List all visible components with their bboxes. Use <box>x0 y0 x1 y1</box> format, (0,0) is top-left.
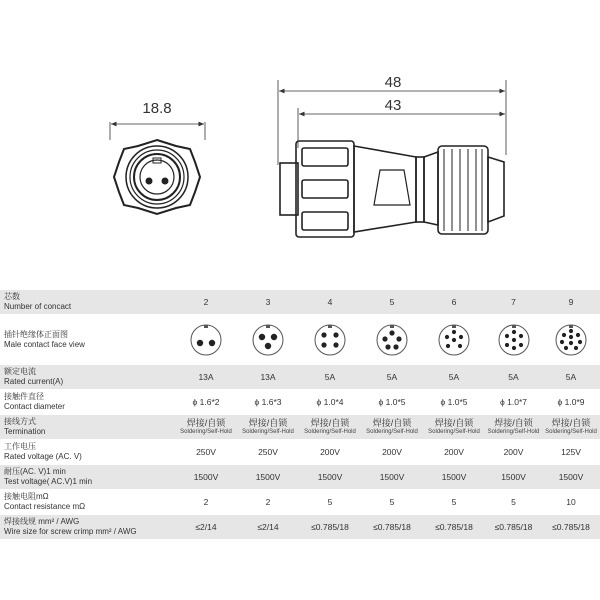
row-label <box>0 390 175 415</box>
spec-cell <box>175 290 237 315</box>
spec-value: 1500V <box>317 472 343 482</box>
row-label <box>0 515 175 540</box>
pin <box>458 343 462 347</box>
spec-cell <box>485 315 542 365</box>
pin <box>511 329 515 333</box>
spec-cell <box>361 390 423 415</box>
spec-cell <box>361 515 423 540</box>
spec-value: ≤2/14 <box>195 522 217 532</box>
spec-value: 5A <box>324 372 336 382</box>
pin <box>259 333 265 339</box>
pin <box>511 345 515 349</box>
row-label-cn: 耐压(AC. V)1 min <box>4 467 66 476</box>
pin <box>452 329 456 333</box>
spec-value: 13A <box>260 372 276 382</box>
spec-cell <box>423 465 485 490</box>
spec-cell <box>542 315 600 365</box>
spec-cell <box>485 465 542 490</box>
row-label-en: Wire size for screw crimp mm² / AWG <box>4 527 137 536</box>
spec-cell <box>485 490 542 515</box>
termination-en: Soldering/Self-Hold <box>428 429 480 435</box>
pin <box>452 337 456 341</box>
pin <box>445 334 449 338</box>
spec-value: 250V <box>196 447 216 457</box>
pin <box>197 339 203 345</box>
face-view-3-pin-icon <box>251 323 285 357</box>
spec-value: 1500V <box>255 472 281 482</box>
pin <box>569 334 573 338</box>
pin <box>393 344 398 349</box>
spec-cell <box>361 465 423 490</box>
spec-cell <box>299 515 361 540</box>
spec-cell <box>542 365 600 390</box>
spec-cell <box>423 390 485 415</box>
spec-cell <box>299 465 361 490</box>
face-view-7-pin-icon <box>497 323 531 357</box>
spec-cell <box>542 490 600 515</box>
spec-cell <box>175 365 237 390</box>
spec-cell <box>423 290 485 315</box>
spec-cell <box>175 465 237 490</box>
spec-value: ≤0.785/18 <box>311 522 349 532</box>
spec-cell <box>237 465 299 490</box>
spec-value: 200V <box>444 447 464 457</box>
spec-row <box>0 365 600 390</box>
pin <box>333 342 338 347</box>
spec-row <box>0 315 600 365</box>
spec-row <box>0 390 600 415</box>
spec-value: 1500V <box>441 472 467 482</box>
spec-value: 1500V <box>193 472 219 482</box>
termination-cn: 焊接/自锁 <box>248 418 288 428</box>
termination-en: Soldering/Self-Hold <box>487 429 540 435</box>
pin <box>396 336 401 341</box>
spec-value: 125V <box>561 447 581 457</box>
spec-value: 5 <box>451 497 457 507</box>
spec-cell <box>299 365 361 390</box>
spec-row <box>0 440 600 465</box>
spec-cell <box>485 365 542 390</box>
termination-cn: 焊接/自锁 <box>186 418 226 428</box>
spec-row <box>0 465 600 490</box>
overall-length-label: 48 <box>384 74 402 91</box>
spec-value: 1500V <box>558 472 584 482</box>
spec-value: 2 <box>203 497 209 507</box>
face-view-6-pin-icon <box>437 323 471 357</box>
termination-en: Soldering/Self-Hold <box>242 429 294 435</box>
spec-value: 6 <box>451 297 457 307</box>
spec-cell <box>237 390 299 415</box>
row-label-cn: 接线方式 <box>4 417 36 426</box>
spec-value: 10 <box>566 497 576 507</box>
row-label <box>0 415 175 440</box>
row-label-en: Contact diameter <box>4 402 65 411</box>
pin <box>574 345 578 349</box>
spec-value: 1500V <box>501 472 526 482</box>
row-label-cn: 接触件直径 <box>4 392 44 401</box>
spec-cell <box>361 440 423 465</box>
spec-value: 200V <box>320 447 340 457</box>
row-label-en: Test voltage( AC.V)1 min <box>4 477 93 486</box>
row-label <box>0 365 175 390</box>
connector-front-view <box>114 140 200 214</box>
row-label-en: Termination <box>4 427 46 436</box>
pin <box>209 339 215 345</box>
termination-en: Soldering/Self-Hold <box>366 429 418 435</box>
pin <box>271 333 277 339</box>
spec-value: 1500V <box>379 472 405 482</box>
spec-value: 9 <box>568 297 574 307</box>
spec-cell <box>423 515 485 540</box>
termination-en: Soldering/Self-Hold <box>304 429 356 435</box>
pin <box>504 342 508 346</box>
pin <box>504 333 508 337</box>
front-diameter-label: 18.8 <box>142 100 172 117</box>
spec-cell <box>423 315 485 365</box>
spec-cell <box>299 490 361 515</box>
spec-cell <box>175 490 237 515</box>
row-label <box>0 465 175 490</box>
spec-cell <box>485 290 542 315</box>
spec-value: ≤0.785/18 <box>435 522 473 532</box>
spec-cell <box>237 365 299 390</box>
pin <box>446 343 450 347</box>
spec-cell <box>299 290 361 315</box>
termination-en: Soldering/Self-Hold <box>545 429 597 435</box>
spec-value: 250V <box>258 447 278 457</box>
spec-row <box>0 515 600 540</box>
spec-value: ϕ 1.0*9 <box>557 397 585 407</box>
pin <box>389 330 394 335</box>
pin <box>569 328 573 332</box>
row-label <box>0 440 175 465</box>
pin <box>560 339 564 343</box>
spec-value: ϕ 1.0*7 <box>500 397 527 407</box>
spec-cell <box>423 415 485 440</box>
spec-cell <box>485 390 542 415</box>
termination-cn: 焊接/自锁 <box>434 418 474 428</box>
spec-value: 13A <box>198 372 214 382</box>
termination-cn: 焊接/自锁 <box>372 418 412 428</box>
spec-value: ≤0.785/18 <box>494 522 533 532</box>
row-label-cn: 焊接线规 mm² / AWG <box>4 517 80 526</box>
face-view-2-pin-icon <box>189 323 223 357</box>
pin <box>385 344 390 349</box>
row-label-en: Contact resistance mΩ <box>4 502 86 511</box>
pin <box>578 339 582 343</box>
pin <box>333 332 338 337</box>
spec-cell <box>361 290 423 315</box>
spec-value: 5A <box>508 372 519 382</box>
spec-cell <box>175 415 237 440</box>
pin <box>382 336 387 341</box>
pin <box>518 333 522 337</box>
spec-value: ≤2/14 <box>257 522 279 532</box>
pin <box>511 337 515 341</box>
spec-cell <box>237 440 299 465</box>
pin <box>564 345 568 349</box>
spec-cell <box>542 415 600 440</box>
spec-cell <box>237 290 299 315</box>
face-view-9-pin-icon <box>554 323 588 357</box>
spec-row <box>0 490 600 515</box>
termination-en: Soldering/Self-Hold <box>180 429 232 435</box>
spec-cell <box>542 390 600 415</box>
spec-value: 5A <box>448 372 460 382</box>
spec-value: 5 <box>389 297 395 307</box>
spec-cell <box>175 515 237 540</box>
termination-cn: 焊接/自锁 <box>310 418 350 428</box>
spec-cell <box>237 415 299 440</box>
spec-cell <box>299 390 361 415</box>
spec-cell <box>485 415 542 440</box>
spec-value: 200V <box>503 447 524 457</box>
spec-row <box>0 290 600 315</box>
spec-value: 7 <box>511 297 516 307</box>
face-view-5-pin-icon <box>375 323 409 357</box>
spec-cell <box>423 440 485 465</box>
pin <box>321 332 326 337</box>
spec-cell <box>485 515 542 540</box>
face-view-4-pin-icon <box>313 323 347 357</box>
spec-value: 2 <box>203 297 209 307</box>
spec-value: ≤0.785/18 <box>373 522 411 532</box>
spec-cell <box>542 290 600 315</box>
pin <box>569 340 573 344</box>
spec-cell <box>361 365 423 390</box>
spec-cell <box>361 490 423 515</box>
spec-value: ϕ 1.0*4 <box>316 397 344 407</box>
spec-value: 5 <box>511 497 516 507</box>
spec-cell <box>237 490 299 515</box>
front-diameter-dimension <box>110 100 205 140</box>
row-label-cn: 额定电流 <box>4 367 36 376</box>
row-label-cn: 接触电阻mΩ <box>4 492 49 501</box>
spec-cell <box>237 315 299 365</box>
spec-value: ϕ 1.0*5 <box>440 397 468 407</box>
spec-value: 5 <box>327 497 333 507</box>
spec-cell <box>361 415 423 440</box>
spec-cell <box>423 490 485 515</box>
row-label-en: Rated current(A) <box>4 377 64 386</box>
spec-cell <box>542 465 600 490</box>
spec-cell <box>237 515 299 540</box>
spec-cell <box>175 315 237 365</box>
spec-value: ϕ 1.6*2 <box>192 397 220 407</box>
spec-cell <box>361 315 423 365</box>
spec-row <box>0 415 600 440</box>
spec-cell <box>299 315 361 365</box>
spec-cell <box>542 440 600 465</box>
spec-value: 5 <box>389 497 395 507</box>
row-label-en: Number of concact <box>4 302 72 311</box>
spec-cell <box>299 440 361 465</box>
row-label-cn: 插针绝缘体正面图 <box>4 329 68 339</box>
row-label-en: Male contact face view <box>4 339 85 349</box>
spec-cell <box>423 365 485 390</box>
pin <box>562 332 566 336</box>
spec-value: 2 <box>265 497 271 507</box>
row-label-cn: 工作电压 <box>4 442 36 451</box>
spec-value: 3 <box>265 297 271 307</box>
spec-table <box>0 290 600 540</box>
row-label-cn: 芯数 <box>4 292 20 301</box>
spec-value: 5A <box>565 372 577 382</box>
pin <box>459 334 463 338</box>
spec-cell <box>175 390 237 415</box>
pin <box>518 342 522 346</box>
connector-side-view <box>280 141 504 237</box>
spec-value: ≤0.785/18 <box>552 522 590 532</box>
spec-cell <box>542 515 600 540</box>
spec-value: 4 <box>327 297 333 307</box>
length-dimensions <box>278 74 506 165</box>
body-length-label: 43 <box>384 97 402 114</box>
pin <box>321 342 326 347</box>
row-label <box>0 490 175 515</box>
termination-cn: 焊接/自锁 <box>551 418 591 428</box>
row-label-en: Rated voltage (AC. V) <box>4 452 82 461</box>
termination-cn: 焊接/自锁 <box>494 418 533 428</box>
pin <box>576 332 580 336</box>
spec-value: 200V <box>382 447 402 457</box>
pin <box>265 342 271 348</box>
spec-value: 5A <box>386 372 398 382</box>
row-label <box>0 315 175 365</box>
connector-drawing <box>0 0 600 285</box>
spec-value: ϕ 1.6*3 <box>254 397 282 407</box>
spec-cell <box>175 440 237 465</box>
spec-cell <box>299 415 361 440</box>
spec-cell <box>485 440 542 465</box>
row-label <box>0 290 175 315</box>
spec-value: ϕ 1.0*5 <box>378 397 406 407</box>
